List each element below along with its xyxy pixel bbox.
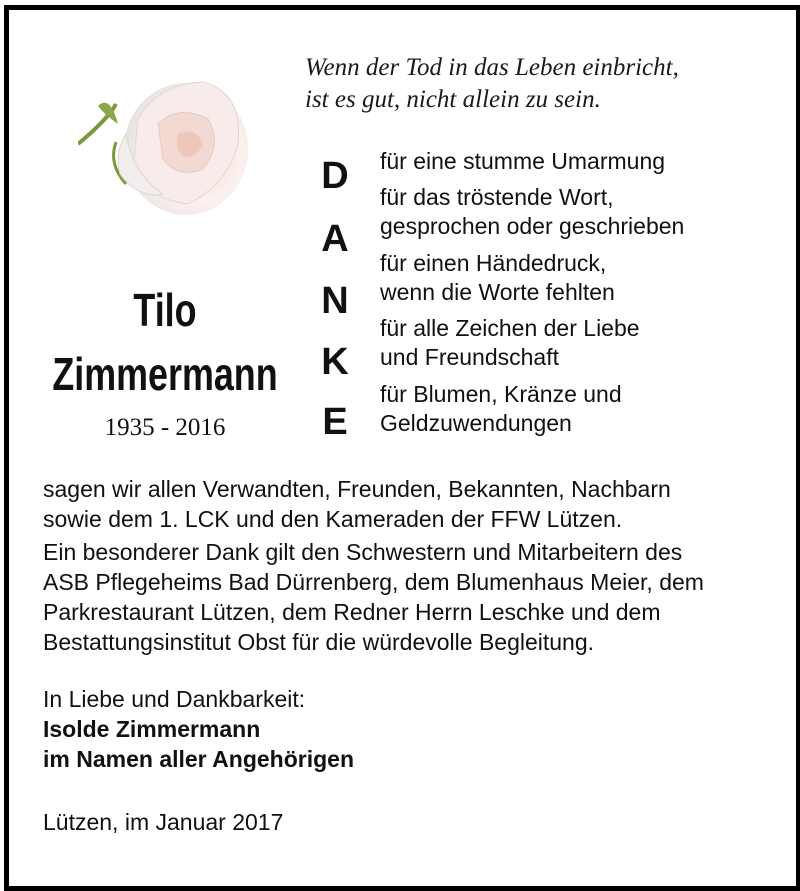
thanks-item bbox=[380, 147, 780, 176]
paragraph-line: Ein besonderer Dank gilt den Schwestern und Mitarbeitern des bbox=[43, 539, 683, 565]
signature-block bbox=[43, 684, 763, 774]
thanks-item bbox=[380, 380, 780, 438]
paragraph-line: Bestattungsinstitut Obst für die würdevolle Begleitung. bbox=[43, 629, 595, 655]
thanks-item bbox=[380, 314, 780, 372]
signature-on-behalf: im Namen aller Angehörigen bbox=[43, 746, 354, 772]
signature-intro: In Liebe und Dankbarkeit: bbox=[43, 686, 306, 712]
paragraph-line: sagen wir allen Verwandten, Freunden, Bekannten, Nachbarn bbox=[43, 476, 671, 502]
thanks-item bbox=[380, 249, 780, 307]
paragraph-line: ASB Pflegeheims Bad Dürrenberg, dem Blumenhaus Meier, dem bbox=[43, 569, 704, 595]
special-thanks-paragraph bbox=[43, 537, 763, 657]
life-years: 1935 - 2016 bbox=[104, 414, 226, 441]
thanks-line: für einen Händedruck, bbox=[380, 250, 607, 276]
danke-letter: E bbox=[322, 401, 348, 443]
thanks-line: für alle Zeichen der Liebe bbox=[380, 315, 640, 341]
thanks-line: wenn die Worte fehlten bbox=[380, 279, 615, 305]
quote bbox=[305, 52, 765, 116]
danke-letter: N bbox=[321, 280, 349, 322]
thanks-line: gesprochen oder geschrieben bbox=[380, 213, 685, 239]
thanks-item bbox=[380, 183, 780, 241]
quote-line: Wenn der Tod in das Leben einbricht, bbox=[305, 54, 679, 81]
place-date: Lützen, im Januar 2017 bbox=[43, 809, 284, 835]
thanks-line: und Freundschaft bbox=[380, 344, 560, 370]
deceased-last-name: Zimmermann bbox=[52, 348, 278, 400]
danke-letter: D bbox=[321, 155, 349, 197]
quote-line: ist es gut, nicht allein zu sein. bbox=[305, 86, 601, 113]
thanks-line: Geldzuwendungen bbox=[380, 410, 572, 436]
thanks-line: für eine stumme Umarmung bbox=[380, 148, 666, 174]
danke-letter: K bbox=[321, 341, 349, 383]
deceased-first-name: Tilo bbox=[133, 284, 197, 336]
thanks-line: für das tröstende Wort, bbox=[380, 184, 614, 210]
thanks-recipients-paragraph bbox=[43, 474, 763, 534]
paragraph-line: Parkrestaurant Lützen, dem Redner Herrn Leschke und dem bbox=[43, 599, 661, 625]
signature-name: Isolde Zimmermann bbox=[43, 716, 261, 742]
white-rose-image bbox=[78, 64, 253, 224]
paragraph-line: sowie dem 1. LCK und den Kameraden der FFW Lützen. bbox=[43, 506, 623, 532]
thanks-line: für Blumen, Kränze und bbox=[380, 381, 622, 407]
danke-letter: A bbox=[321, 218, 349, 260]
